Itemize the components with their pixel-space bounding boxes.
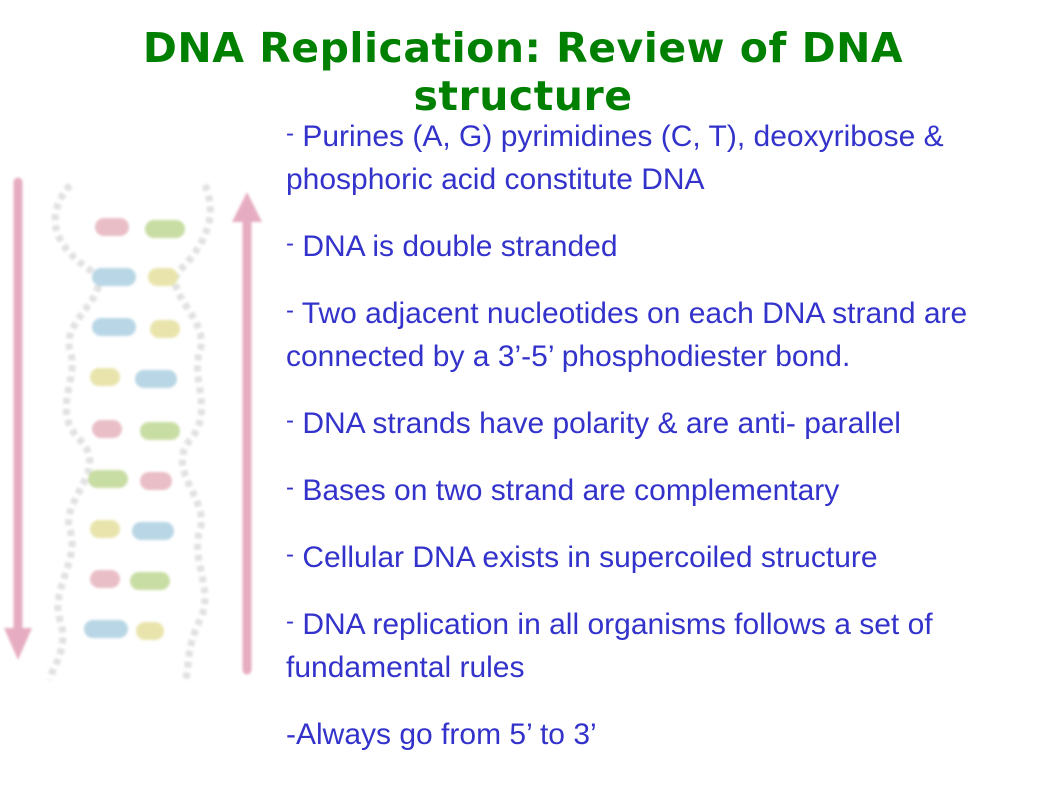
bullet-item (286, 112, 1062, 201)
bullet-text: Bases on two strand are complementary (294, 474, 840, 507)
bullet-text: -Always go from 5’ to 3’ (286, 718, 597, 751)
strand-direction-arrow-up (232, 192, 262, 670)
dna-backbone (50, 185, 210, 680)
bullet-text: Two adjacent nucleotides on each DNA strand are connected by a 3’-5’ phosphodiester bond. (286, 297, 968, 373)
bullet-text: DNA replication in all organisms follows a set of fundamental rules (286, 608, 933, 684)
bullet-item (286, 399, 1062, 445)
bullet-item (286, 533, 1062, 579)
slide-title: DNA Replication: Review of DNA structure (142, 24, 904, 120)
bullet-dash: - (286, 608, 294, 635)
bullet-dash: - (286, 541, 294, 568)
bullet-item (286, 600, 1062, 689)
bullet-list (286, 112, 1062, 777)
bullet-dash: - (286, 407, 294, 434)
bullet-item (286, 466, 1062, 512)
bullet-item (286, 289, 1062, 378)
bullet-dash: - (286, 230, 294, 257)
bullet-text: DNA strands have polarity & are anti- parallel (294, 407, 901, 440)
bullet-dash: - (286, 474, 294, 501)
strand-direction-arrow-down (4, 182, 32, 660)
bullet-item (286, 222, 1062, 268)
bullet-item (286, 710, 1062, 756)
dna-double-helix-icon (0, 160, 275, 700)
bullet-dash: - (286, 120, 294, 147)
bullet-text: DNA is double stranded (294, 230, 618, 263)
bullet-text: Purines (A, G) pyrimidines (C, T), deoxyribose & phosphoric acid constitute DNA (286, 120, 944, 196)
bullet-text: Cellular DNA exists in supercoiled structure (294, 541, 878, 574)
dna-base-pairs (84, 218, 185, 640)
bullet-dash: - (286, 297, 294, 324)
